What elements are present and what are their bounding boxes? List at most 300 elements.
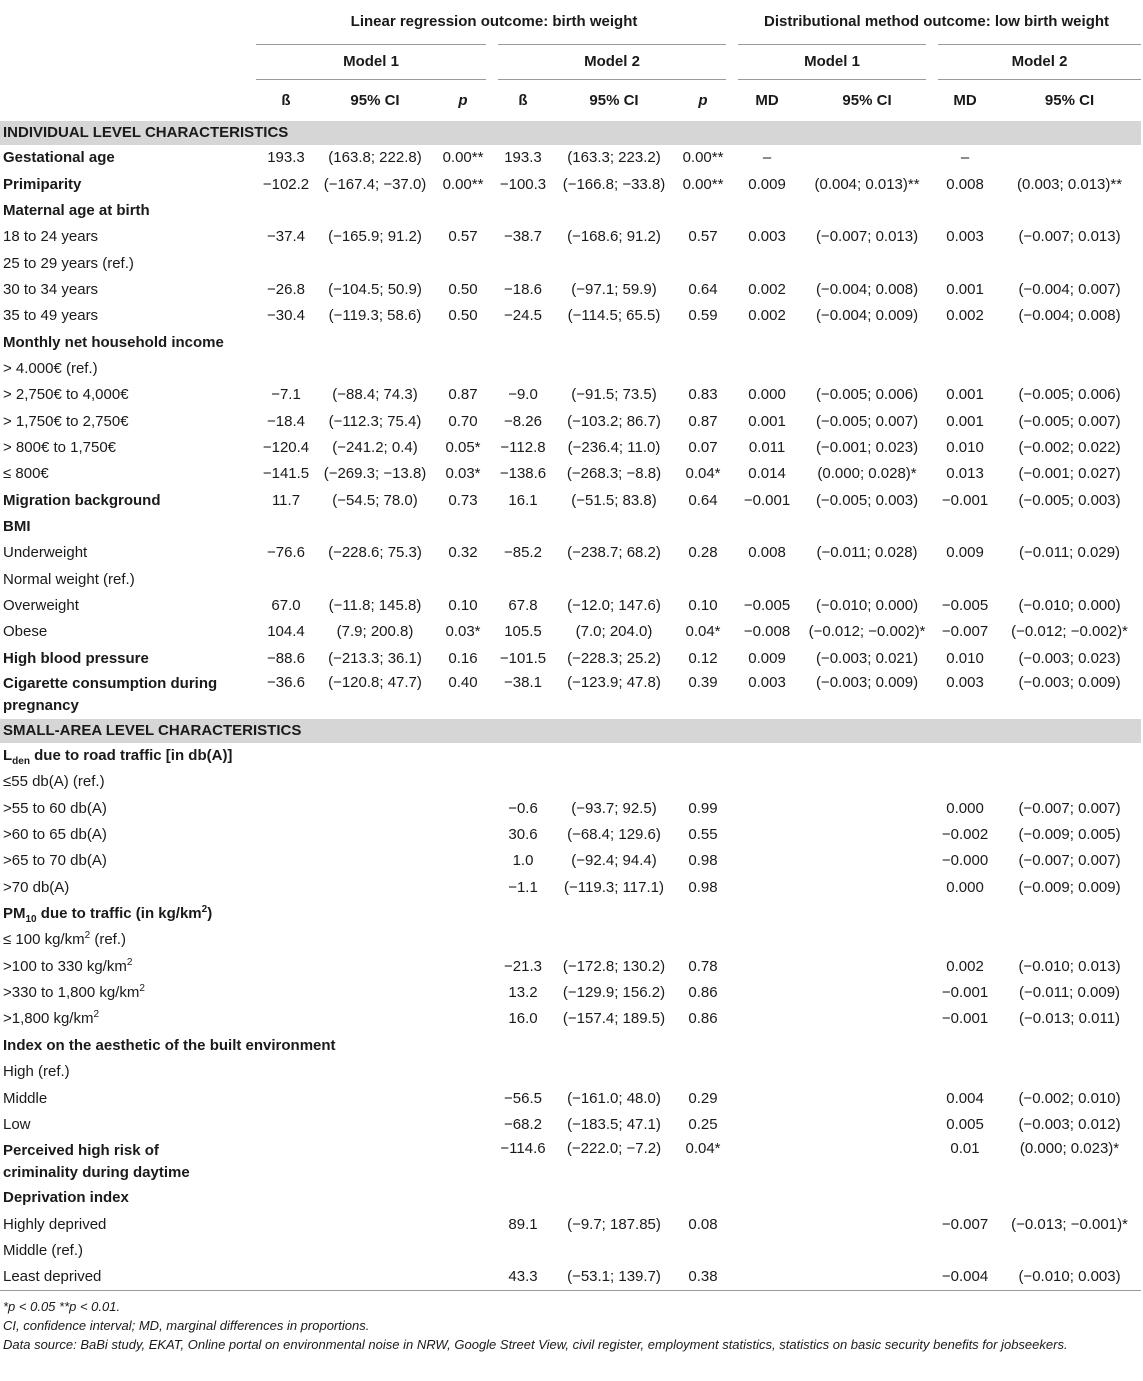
value-cell [674,927,732,953]
value-cell: 0.009 [748,175,786,193]
value-cell: −0.007 [941,623,989,641]
value-cell: (−228.6; 75.3) [328,544,422,562]
value-cell: 0.00** [682,149,724,167]
value-cell [434,875,492,901]
value-cell [932,1033,998,1059]
value-cell [932,927,998,953]
table-row [0,171,1141,197]
value-cell [554,1238,674,1264]
value-cell: (−11.8; 145.8) [328,597,422,615]
value-cell: (−0.011; 0.009) [1019,984,1121,1002]
value-cell: – [960,149,970,167]
value-cell [316,796,434,822]
value-cell: −0.6 [508,799,538,817]
value-cell [316,848,434,874]
value-cell: (−0.012; −0.002)* [808,623,926,641]
value-cell [316,954,434,980]
table-row [0,619,1141,645]
value-cell [492,567,554,593]
row-label: Least deprived [3,1268,102,1286]
value-cell: (−129.9; 156.2) [562,984,666,1002]
value-cell [434,1006,492,1032]
row-label: Maternal age at birth [3,201,150,219]
value-cell [932,567,998,593]
heading-subscript: den [12,756,30,768]
row-label: High blood pressure [3,649,149,667]
row-label-after: (ref.) [90,931,127,949]
value-cell: 0.25 [688,1115,718,1133]
value-cell: 1.0 [512,852,534,870]
value-cell: 0.01 [950,1140,980,1158]
table-row [0,848,1141,874]
value-cell: 0.002 [946,307,984,325]
value-cell [732,954,802,980]
value-cell [732,1006,802,1032]
value-cell: 0.003 [946,228,984,246]
value-cell [256,250,316,276]
value-cell: (−0.010; 0.003) [1018,1268,1121,1286]
value-cell: 0.38 [688,1268,718,1286]
value-cell [802,822,932,848]
value-cell [802,1033,932,1059]
value-cell: (−0.005; 0.006) [815,386,919,404]
table-row [0,277,1141,303]
value-cell [316,1211,434,1237]
value-cell [802,769,932,795]
row-label-line2: criminality during daytime [3,1163,190,1181]
row-label-sup: 2 [84,930,91,942]
row-label-sup: 2 [126,956,133,968]
row-label: 25 to 29 years (ref.) [3,254,134,272]
value-cell: 0.04* [685,465,721,483]
row-label: Obese [3,623,48,641]
value-cell: (−114.5; 65.5) [567,307,661,325]
value-cell: 0.004 [946,1089,984,1107]
value-cell [256,980,316,1006]
value-cell [434,1112,492,1138]
value-cell: 0.16 [448,649,478,667]
col-ci-m1: 95% CI [350,91,400,109]
value-cell: −120.4 [262,438,310,456]
value-cell: 0.07 [688,438,718,456]
value-cell: 0.78 [688,957,718,975]
value-cell: −38.7 [504,228,542,246]
value-cell: −88.6 [267,649,305,667]
value-cell: −68.2 [504,1115,542,1133]
value-cell: (0.000; 0.023)* [1019,1140,1120,1158]
value-cell [674,198,732,224]
value-cell [998,356,1141,382]
row-label: Primiparity [3,175,82,193]
table-row [0,145,1141,171]
table-row [0,567,1141,593]
table-row [0,796,1141,822]
header-linear-model2: Model 2 [492,45,732,80]
value-cell [732,796,802,822]
value-cell: −56.5 [504,1089,542,1107]
row-label-sup: 2 [139,983,145,995]
value-cell [434,567,492,593]
heading-main: L [3,747,13,765]
header-distributional-method: Distributional method outcome: low birth weight [764,13,1110,30]
table-row [0,954,1141,980]
row-label: 35 to 49 years [3,307,99,325]
col-ci-dm2: 95% CI [1044,91,1095,109]
value-cell [732,927,802,953]
value-cell [998,1185,1141,1211]
value-cell: (−268.3; −8.8) [566,465,662,483]
value-cell: (−0.003; 0.009) [815,673,919,691]
value-cell: (−0.009; 0.005) [1018,826,1121,844]
section-heading: INDIVIDUAL LEVEL CHARACTERISTICS [0,121,1141,145]
table-row [0,1112,1141,1138]
value-cell: (−236.4; 11.0) [567,438,661,456]
value-cell [932,1238,998,1264]
value-cell: −114.6 [500,1140,546,1158]
value-cell: −85.2 [504,544,542,562]
row-label: >55 to 60 db(A) [3,799,107,817]
row-label: Deprivation index [3,1189,129,1207]
value-cell: (−166.8; −33.8) [562,175,666,193]
row-label: Highly deprived [3,1215,107,1233]
value-cell: −1.1 [508,878,538,896]
table-row [0,435,1141,461]
value-cell: 0.40 [448,673,478,691]
value-cell: 0.86 [688,984,718,1002]
value-cell: 0.00** [682,175,724,193]
value-cell [802,1138,932,1185]
value-cell: −24.5 [504,307,542,325]
value-cell: 0.99 [688,799,718,817]
value-cell [492,250,554,276]
col-p-m2: p [698,91,708,109]
value-cell: 0.50 [448,280,478,298]
value-cell [802,1185,932,1211]
value-cell: 0.87 [688,412,718,430]
value-cell: −0.002 [941,826,989,844]
value-cell [256,1264,316,1290]
value-cell: (−97.1; 59.9) [571,280,657,298]
value-cell: (−0.003; 0.023) [1018,649,1121,667]
value-cell [802,796,932,822]
value-cell: (−0.002; 0.022) [1018,438,1121,456]
value-cell [256,875,316,901]
value-cell: 0.001 [946,412,984,430]
value-cell [932,514,998,540]
value-cell [256,796,316,822]
value-cell: 0.73 [448,491,478,509]
value-cell: 0.64 [688,491,718,509]
value-cell: −0.004 [941,1268,989,1286]
value-cell [554,567,674,593]
value-cell [802,145,932,171]
value-cell [492,329,554,355]
col-ci-m2: 95% CI [589,91,639,109]
value-cell [434,769,492,795]
value-cell: −0.008 [743,623,791,641]
value-cell [256,822,316,848]
value-cell [492,198,554,224]
value-cell: (−172.8; 130.2) [562,957,666,975]
header-dist-model2: Model 2 [932,45,1141,80]
table-row [0,743,1141,769]
row-label-sup: 2 [93,1009,100,1021]
value-cell: 0.002 [748,307,786,325]
value-cell: 0.001 [946,280,984,298]
value-cell: 0.002 [946,957,984,975]
value-cell [492,1185,554,1211]
value-cell: 0.009 [946,544,984,562]
value-cell [732,1085,802,1111]
value-cell: (−0.007; 0.007) [1018,799,1121,817]
value-cell [802,980,932,1006]
value-cell: 0.86 [688,1010,718,1028]
value-cell [998,1033,1141,1059]
value-cell [998,769,1141,795]
value-cell [316,1264,434,1290]
value-cell [316,329,434,355]
value-cell: 0.83 [688,386,718,404]
table-row [0,408,1141,434]
value-cell [256,848,316,874]
value-cell [256,1006,316,1032]
value-cell [732,1264,802,1290]
value-cell [802,356,932,382]
value-cell: (−0.005; 0.007) [815,412,919,430]
table-row [0,646,1141,672]
value-cell [434,848,492,874]
header-dist-model1: Model 1 [732,45,932,80]
value-cell [492,514,554,540]
value-cell [554,356,674,382]
value-cell [554,250,674,276]
value-cell [998,567,1141,593]
row-label: Underweight [3,544,88,562]
value-cell: −30.4 [267,307,305,325]
row-label-line1: Cigarette consumption during [3,675,218,693]
value-cell: 0.003 [748,228,786,246]
value-cell: 0.64 [688,280,718,298]
value-cell [554,1059,674,1085]
value-cell: 0.003 [946,673,984,691]
value-cell [674,1033,732,1059]
row-label: Overweight [3,597,79,615]
value-cell [732,1238,802,1264]
table-row [0,822,1141,848]
value-cell [256,1085,316,1111]
value-cell [674,1059,732,1085]
value-cell: 0.002 [748,280,786,298]
value-cell [802,1085,932,1111]
value-cell [434,980,492,1006]
value-cell [316,514,434,540]
value-cell [674,329,732,355]
table-row [0,927,1141,953]
value-cell [256,954,316,980]
value-cell: (163.8; 222.8) [328,149,422,167]
value-cell: 0.12 [688,649,718,667]
value-cell [732,1112,802,1138]
table-row [0,329,1141,355]
value-cell: −0.005 [941,597,989,615]
value-cell: −0.001 [941,984,989,1002]
value-cell [434,954,492,980]
value-cell: (−104.5; 50.9) [328,280,422,298]
value-cell [492,356,554,382]
value-cell [434,1138,492,1185]
value-cell: (−0.013; −0.001)* [1011,1215,1128,1233]
heading-subscript: 10 [25,914,37,926]
row-label: Middle (ref.) [3,1241,84,1259]
value-cell [802,1006,932,1032]
value-cell: −7.1 [271,386,301,404]
value-cell: 193.3 [504,149,542,167]
table-row [0,1211,1141,1237]
table-footnotes [0,1297,1143,1354]
value-cell: 0.00** [442,175,484,193]
lden-heading [0,743,1141,769]
value-cell [732,198,802,224]
value-cell [256,769,316,795]
value-cell: (−103.2; 86.7) [567,412,661,430]
value-cell: (−0.001; 0.023) [815,438,919,456]
value-cell: 0.55 [688,826,718,844]
pm10-heading [0,901,1141,927]
col-ci-dm1: 95% CI [842,91,892,109]
value-cell: 0.001 [946,386,984,404]
value-cell: −36.6 [267,673,305,691]
col-beta-m2: ß [518,91,528,109]
row-label: 18 to 24 years [3,228,99,246]
value-cell: −9.0 [508,386,538,404]
value-cell [802,1112,932,1138]
value-cell [256,514,316,540]
value-cell [802,1211,932,1237]
table-row [0,1238,1141,1264]
value-cell: (−54.5; 78.0) [332,491,418,509]
row-label [0,1138,256,1185]
table-row [0,382,1141,408]
value-cell [316,1059,434,1085]
row-label: 30 to 34 years [3,280,99,298]
value-cell: (−93.7; 92.5) [571,799,657,817]
table-row [0,461,1141,487]
value-cell [998,145,1141,171]
value-cell [316,1006,434,1032]
table-row [0,250,1141,276]
value-cell: (163.3; 223.2) [567,149,661,167]
row-label: > 1,750€ to 2,750€ [3,412,129,430]
value-cell: 43.3 [508,1268,538,1286]
value-cell [434,1238,492,1264]
row-label: Gestational age [3,149,115,167]
value-cell: 0.003 [748,673,786,691]
value-cell: (−0.010; 0.000) [815,597,919,615]
value-cell [802,329,932,355]
value-cell: −8.26 [504,412,542,430]
value-cell [316,927,434,953]
table-row [0,1059,1141,1085]
value-cell [674,1185,732,1211]
value-cell: 0.32 [448,544,478,562]
value-cell [932,329,998,355]
value-cell [256,198,316,224]
value-cell: (−0.005; 0.003) [815,491,919,509]
row-label: Migration background [3,491,161,509]
heading-rest: due to traffic (in kg/km [36,905,202,923]
value-cell [316,875,434,901]
value-cell [932,198,998,224]
value-cell: (7.9; 200.8) [336,623,414,641]
value-cell: 0.39 [688,673,718,691]
value-cell: −18.4 [267,412,305,430]
value-cell [802,1059,932,1085]
value-cell [434,250,492,276]
table-row [0,303,1141,329]
value-cell [674,250,732,276]
value-cell [802,514,932,540]
value-cell: (−157.4; 189.5) [562,1010,666,1028]
value-cell [316,567,434,593]
col-md-dm1: MD [755,91,779,109]
value-cell: −0.005 [743,597,791,615]
row-label-line1: Perceived high risk of [3,1141,159,1159]
value-cell: −38.1 [504,673,542,691]
value-cell: 0.008 [946,175,984,193]
footnote-data-source: Data source: BaBi study, EKAT, Online portal on environmental noise in NRW, Google Street View, civil register, employment statistics, statistics on basic security benefits for jobseekers. [3,1337,1068,1353]
value-cell: (−0.004; 0.008) [815,280,919,298]
value-cell: −18.6 [504,280,542,298]
value-cell [316,1138,434,1185]
value-cell [802,927,932,953]
value-cell: 0.001 [748,412,786,430]
value-cell [932,356,998,382]
col-p-m1: p [458,91,468,109]
value-cell [998,198,1141,224]
value-cell [732,1211,802,1237]
value-cell [932,1185,998,1211]
value-cell [802,567,932,593]
value-cell [256,1138,316,1185]
value-cell [256,1185,316,1211]
value-cell [316,356,434,382]
value-cell: 0.04* [685,1140,721,1158]
heading-rest: due to road traffic [in db(A)] [29,747,233,765]
value-cell: 0.011 [748,438,786,456]
row-label: Monthly net household income [3,333,224,351]
value-cell: (−68.4; 129.6) [567,826,661,844]
table-row [0,875,1141,901]
value-cell: 0.008 [748,544,786,562]
value-cell: 13.2 [508,984,538,1002]
table-row [0,672,1141,719]
value-cell: (−222.0; −7.2) [566,1140,662,1158]
value-cell [256,1211,316,1237]
value-cell [492,927,554,953]
row-label-line2: pregnancy [3,697,79,715]
value-cell: (−91.5; 73.5) [571,386,657,404]
value-cell: (−213.3; 36.1) [328,649,422,667]
col-md-dm2: MD [953,91,977,109]
value-cell: 67.8 [508,597,538,615]
value-cell [802,198,932,224]
value-cell: 0.50 [448,307,478,325]
value-cell [316,769,434,795]
value-cell: (−0.003; 0.009) [1018,673,1121,691]
value-cell [256,1238,316,1264]
value-cell: (−123.9; 47.8) [567,673,661,691]
value-cell: (−183.5; 47.1) [567,1115,661,1133]
